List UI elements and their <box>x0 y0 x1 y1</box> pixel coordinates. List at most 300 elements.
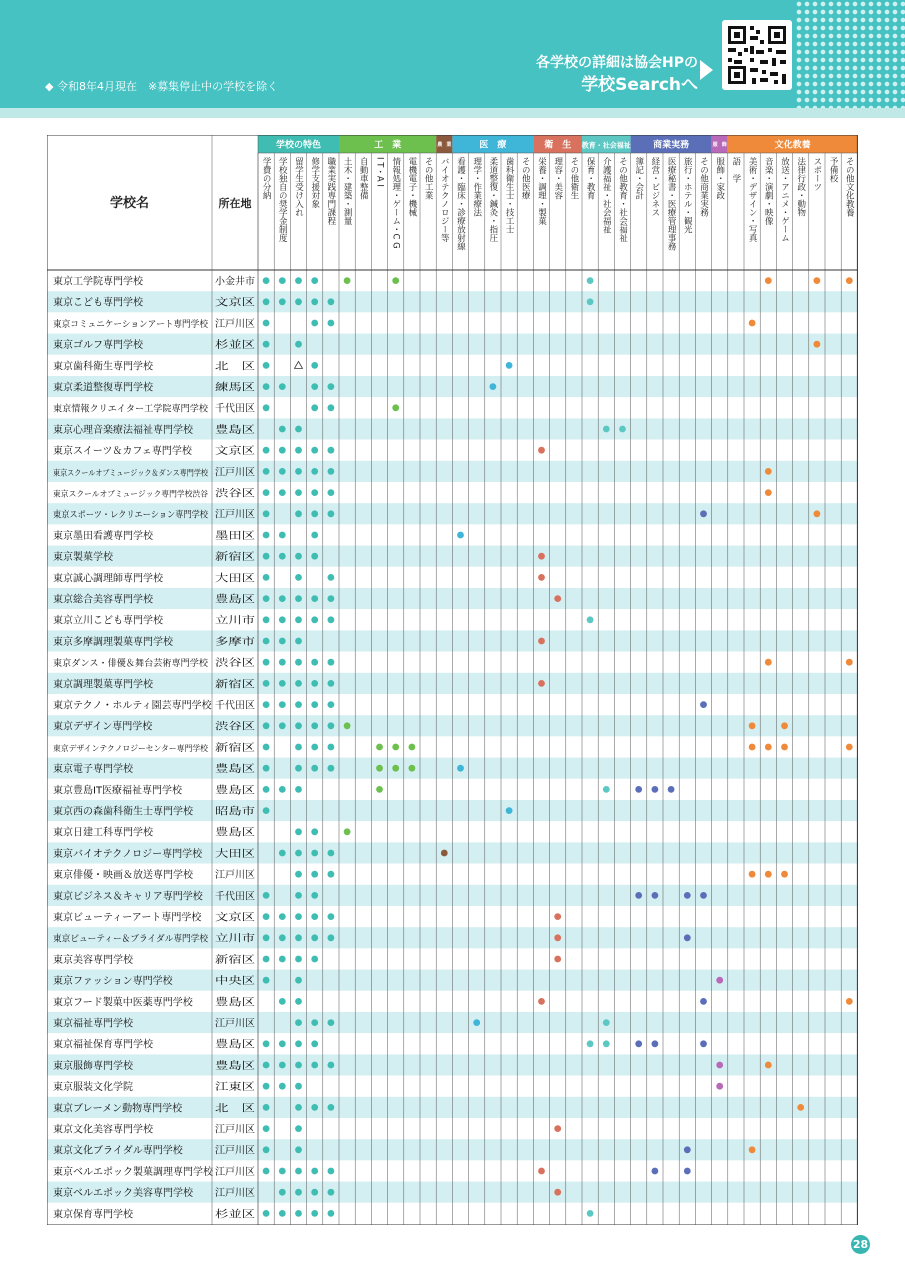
school-location: 多摩市 <box>215 636 245 648</box>
mark-dot <box>263 934 270 941</box>
school-location: 渋谷区 <box>215 488 245 500</box>
group-label: 工 業 <box>374 140 402 151</box>
mark-dot <box>295 1083 302 1090</box>
mark-dot <box>781 871 788 878</box>
school-location: 立川市 <box>215 933 245 945</box>
mark-dot <box>797 1104 804 1111</box>
mark-dot <box>295 1125 302 1132</box>
header-banner <box>0 0 905 108</box>
school-name: 東京電子専門学校 <box>53 764 133 776</box>
mark-dot <box>263 468 270 475</box>
mark-dot <box>328 510 335 517</box>
mark-dot <box>700 510 707 517</box>
mark-dot <box>328 722 335 729</box>
mark-dot <box>279 298 286 305</box>
school-name: 東京デザインテクノロジーセンター専門学校 <box>53 743 212 753</box>
mark-dot <box>311 383 318 390</box>
mark-dot <box>603 1019 610 1026</box>
mark-dot <box>392 404 399 411</box>
mark-dot <box>279 553 286 560</box>
school-location: 千代田区 <box>215 891 255 903</box>
school-name: 東京テクノ・ホルティ園芸専門学校 <box>53 700 212 712</box>
mark-dot <box>263 277 270 284</box>
mark-dot <box>328 765 335 772</box>
mark-dot <box>846 744 853 751</box>
column-header: 介護福祉・社会福祉 <box>601 157 612 234</box>
mark-dot <box>311 871 318 878</box>
mark-dot <box>846 659 853 666</box>
column-header: 歯科衛生士・技工士 <box>504 157 515 234</box>
mark-dot <box>587 277 594 284</box>
group-label: 農業 <box>437 142 452 148</box>
mark-dot <box>765 871 772 878</box>
mark-dot <box>279 383 286 390</box>
column-header: その他工業 <box>423 157 434 200</box>
mark-dot <box>603 786 610 793</box>
school-location: 杉並区 <box>215 340 245 352</box>
school-location: 大田区 <box>215 848 245 860</box>
mark-dot <box>295 1019 302 1026</box>
mark-dot <box>295 828 302 835</box>
mark-dot <box>295 1062 302 1069</box>
mark-dot <box>392 765 399 772</box>
mark-dot <box>846 998 853 1005</box>
mark-dot <box>263 298 270 305</box>
mark-dot <box>328 850 335 857</box>
school-location: 江戸川区 <box>215 318 255 330</box>
school-location: 新宿区 <box>215 742 245 754</box>
mark-dot <box>652 786 659 793</box>
mark-dot <box>814 277 821 284</box>
school-name: 東京ブレーメン動物専門学校 <box>53 1103 183 1115</box>
school-location: 北 区 <box>215 361 245 373</box>
mark-dot <box>263 383 270 390</box>
column-header: 留学生受け入れ <box>293 157 304 217</box>
mark-dot <box>279 1168 286 1175</box>
mark-dot <box>311 447 318 454</box>
mark-dot <box>635 1040 642 1047</box>
school-name: 東京心理音楽療法福祉専門学校 <box>53 424 193 436</box>
school-name: 東京墨田看護専門学校 <box>53 530 153 542</box>
mark-dot <box>441 850 448 857</box>
mark-dot <box>295 701 302 708</box>
column-header: 予備校 <box>828 157 839 183</box>
mark-dot <box>311 744 318 751</box>
mark-dot <box>279 850 286 857</box>
school-location: 江戸川区 <box>215 1018 255 1030</box>
school-name: 東京ビジネス＆キャリア専門学校 <box>53 891 203 903</box>
mark-dot <box>716 1083 723 1090</box>
mark-dot <box>328 934 335 941</box>
mark-dot <box>328 489 335 496</box>
school-name: 東京ダンス・俳優＆舞台芸術専門学校 <box>53 659 206 670</box>
mark-dot <box>279 595 286 602</box>
mark-dot <box>295 659 302 666</box>
mark-dot <box>263 320 270 327</box>
mark-dot <box>311 595 318 602</box>
mark-dot <box>311 320 318 327</box>
mark-dot <box>279 277 286 284</box>
mark-dot <box>263 362 270 369</box>
school-location: 江戸川区 <box>215 1188 255 1200</box>
mark-dot <box>279 1040 286 1047</box>
school-location: 豊島区 <box>215 594 245 606</box>
school-location: 江戸川区 <box>215 1166 255 1178</box>
mark-dot <box>295 934 302 941</box>
arrow-right-icon <box>700 60 713 80</box>
mark-dot <box>295 892 302 899</box>
column-header: 栄養・調理・製菓 <box>536 157 547 225</box>
mark-dot <box>311 616 318 623</box>
mark-dot <box>295 616 302 623</box>
school-name: 東京文化美容専門学校 <box>53 1124 153 1136</box>
mark-dot <box>295 510 302 517</box>
mark-dot <box>328 1062 335 1069</box>
mark-dot <box>749 1146 756 1153</box>
school-name: 東京フード製菓中医薬専門学校 <box>53 997 193 1009</box>
mark-dot <box>311 1019 318 1026</box>
school-location: 豊島区 <box>215 424 245 436</box>
mark-dot <box>311 362 318 369</box>
mark-dot <box>635 892 642 899</box>
mark-dot <box>263 1146 270 1153</box>
mark-dot <box>295 298 302 305</box>
school-name: 東京ビューティーアート専門学校 <box>53 912 202 924</box>
mark-dot <box>263 786 270 793</box>
school-name: 東京美容専門学校 <box>53 954 133 966</box>
mark-dot <box>295 998 302 1005</box>
mark-dot <box>279 934 286 941</box>
mark-dot <box>263 638 270 645</box>
column-header: 保育・教育 <box>585 157 596 200</box>
school-name: 東京ゴルフ専門学校 <box>53 340 143 352</box>
mark-dot <box>376 744 383 751</box>
school-location: 立川市 <box>215 615 245 627</box>
mark-dot <box>684 934 691 941</box>
mark-dot <box>295 786 302 793</box>
mark-dot <box>263 510 270 517</box>
school-name: 東京服装文化学院 <box>53 1082 133 1094</box>
mark-dot <box>328 744 335 751</box>
school-name: 東京ビューティー＆ブライダル専門学校 <box>53 934 215 945</box>
group-label: 衛 生 <box>544 140 572 151</box>
school-location: 江戸川区 <box>215 1124 255 1136</box>
group-label: 文化教養 <box>774 140 811 151</box>
mark-dot <box>295 277 302 284</box>
mark-dot <box>279 447 286 454</box>
mark-dot <box>295 680 302 687</box>
mark-dot <box>473 1019 480 1026</box>
school-name: 東京福祉保育専門学校 <box>53 1039 153 1051</box>
mark-dot <box>295 722 302 729</box>
column-header: 経営・ビジネス <box>649 157 660 217</box>
mark-dot <box>263 977 270 984</box>
school-location: 千代田区 <box>215 700 255 712</box>
school-location: 江戸川区 <box>215 509 255 521</box>
mark-dot <box>263 1125 270 1132</box>
school-name: 東京情報クリエイター工学院専門学校 <box>53 404 206 415</box>
mark-dot <box>328 659 335 666</box>
mark-dot <box>684 892 691 899</box>
mark-dot <box>311 850 318 857</box>
mark-dot <box>376 786 383 793</box>
mark-dot <box>311 1062 318 1069</box>
mark-dot <box>311 659 318 666</box>
mark-dot <box>263 595 270 602</box>
mark-dot <box>263 913 270 920</box>
mark-dot <box>295 1189 302 1196</box>
qr-code-icon[interactable] <box>722 20 792 90</box>
mark-dot <box>279 532 286 539</box>
mark-dot <box>328 616 335 623</box>
school-location: 江戸川区 <box>215 467 255 479</box>
school-name: 東京コミュニケーションアート専門学校 <box>53 319 215 330</box>
mark-dot <box>684 1168 691 1175</box>
mark-dot <box>587 1210 594 1217</box>
column-header: 語 学 <box>730 157 741 183</box>
mark-dot <box>603 426 610 433</box>
mark-dot <box>295 850 302 857</box>
mark-dot <box>263 489 270 496</box>
mark-dot <box>554 1189 561 1196</box>
mark-dot <box>376 765 383 772</box>
school-name: 東京スクールオブミュージック＆ダンス専門学校 <box>53 468 229 478</box>
school-location: 江戸川区 <box>215 870 255 882</box>
mark-dot <box>263 1210 270 1217</box>
column-header: 旅行・ホテル・観光 <box>682 157 693 234</box>
mark-dot <box>263 341 270 348</box>
school-name: 東京総合美容専門学校 <box>53 594 153 606</box>
mark-dot <box>700 1040 707 1047</box>
mark-dot <box>554 595 561 602</box>
mark-dot <box>279 701 286 708</box>
mark-dot <box>328 1168 335 1175</box>
column-header: I T・A I <box>374 157 385 187</box>
column-header: 情報処理・ゲーム・C G <box>390 157 401 249</box>
mark-dot <box>311 510 318 517</box>
school-location: 文京区 <box>215 297 245 309</box>
mark-dot <box>328 1104 335 1111</box>
mark-dot <box>700 892 707 899</box>
mark-dot <box>328 298 335 305</box>
school-name: 東京バイオテクノロジー専門学校 <box>53 848 203 860</box>
school-location: 豊島区 <box>215 785 245 797</box>
mark-dot <box>328 447 335 454</box>
school-location: 中央区 <box>215 976 245 988</box>
mark-dot <box>554 913 561 920</box>
school-location: 渋谷区 <box>215 721 245 733</box>
mark-dot <box>295 341 302 348</box>
column-header: 学校独自の奨学金制度 <box>277 157 288 242</box>
mark-dot <box>814 341 821 348</box>
school-name: 東京西の森歯科衛生士専門学校 <box>53 806 193 818</box>
mark-dot <box>295 638 302 645</box>
column-header: 修学支援対象 <box>309 157 320 208</box>
header-stripe <box>0 108 905 118</box>
mark-dot <box>295 1146 302 1153</box>
page-number: 28 <box>851 1235 870 1254</box>
mark-dot <box>279 1210 286 1217</box>
dot-pattern <box>795 0 905 108</box>
school-name: 東京日建工科専門学校 <box>53 827 153 839</box>
school-table <box>47 135 859 1225</box>
mark-dot <box>295 574 302 581</box>
mark-dot <box>311 765 318 772</box>
mark-dot <box>392 277 399 284</box>
mark-dot <box>538 998 545 1005</box>
mark-dot <box>328 1019 335 1026</box>
school-name: 東京柔道整復専門学校 <box>53 382 153 394</box>
mark-dot <box>684 1146 691 1153</box>
mark-dot <box>311 722 318 729</box>
school-name: 東京保育専門学校 <box>53 1209 133 1221</box>
group-label: 教育・社会福祉 <box>581 141 631 150</box>
mark-dot <box>652 1040 659 1047</box>
mark-dot <box>263 1083 270 1090</box>
column-header: 自動車整備 <box>358 157 369 200</box>
mark-dot <box>749 744 756 751</box>
mark-dot <box>295 977 302 984</box>
mark-dot <box>311 1189 318 1196</box>
mark-dot <box>311 404 318 411</box>
school-name: 東京スイーツ＆カフェ専門学校 <box>53 446 192 458</box>
mark-dot <box>538 680 545 687</box>
school-location: 杉並区 <box>215 1209 245 1221</box>
mark-dot <box>652 892 659 899</box>
mark-dot <box>328 913 335 920</box>
mark-dot <box>295 765 302 772</box>
mark-dot <box>295 426 302 433</box>
banner-line-1: 各学校の詳細は協会HPの <box>536 55 698 71</box>
school-location: 渋谷区 <box>215 658 245 670</box>
mark-dot <box>457 532 464 539</box>
column-header: 職業実践専門課程 <box>325 157 336 225</box>
date-note: ◆ 令和8年4月現在 ※募集停止中の学校を除く <box>45 80 279 93</box>
school-name: 東京工学院専門学校 <box>53 276 143 288</box>
mark-dot <box>506 362 513 369</box>
mark-dot <box>279 786 286 793</box>
school-location: 大田区 <box>215 573 245 585</box>
school-location: 文京区 <box>215 446 245 458</box>
mark-dot <box>765 744 772 751</box>
school-name: 東京デザイン専門学校 <box>53 721 153 733</box>
school-name: 東京豊島IT医療福祉専門学校 <box>53 785 183 797</box>
mark-dot <box>295 553 302 560</box>
mark-dot <box>263 1168 270 1175</box>
column-header: その他文化教養 <box>844 157 855 217</box>
mark-dot <box>328 680 335 687</box>
school-location: 文京区 <box>215 912 245 924</box>
mark-dot <box>279 616 286 623</box>
mark-dot <box>279 426 286 433</box>
mark-dot <box>311 298 318 305</box>
mark-dot <box>263 680 270 687</box>
mark-dot <box>765 489 772 496</box>
column-header: 理容・美容 <box>552 157 563 200</box>
mark-dot <box>328 574 335 581</box>
mark-dot <box>700 701 707 708</box>
mark-dot <box>311 468 318 475</box>
column-header: その他衛生 <box>568 157 579 200</box>
mark-dot <box>749 871 756 878</box>
school-location: 江東区 <box>215 1082 245 1094</box>
school-location: 江戸川区 <box>215 1145 255 1157</box>
mark-dot <box>295 468 302 475</box>
mark-dot <box>311 913 318 920</box>
school-name: 東京歯科衛生専門学校 <box>53 361 153 373</box>
mark-dot <box>263 616 270 623</box>
column-header: 医療秘書・医療管理事務 <box>666 157 677 251</box>
mark-dot <box>814 510 821 517</box>
column-header: その他商業実務 <box>698 157 709 217</box>
school-location: 北 区 <box>215 1103 245 1115</box>
column-header: バイオテクノロジー等 <box>439 157 450 242</box>
mark-dot <box>652 1168 659 1175</box>
mark-dot <box>279 1083 286 1090</box>
mark-dot <box>587 298 594 305</box>
mark-dot <box>263 744 270 751</box>
mark-dot <box>587 1040 594 1047</box>
school-location: 墨田区 <box>215 530 245 542</box>
mark-dot <box>635 786 642 793</box>
mark-dot <box>328 320 335 327</box>
mark-dot <box>311 1104 318 1111</box>
mark-dot <box>311 553 318 560</box>
group-label: 服飾 <box>712 142 727 148</box>
mark-dot <box>587 616 594 623</box>
school-location: 豊島区 <box>215 1039 245 1051</box>
mark-dot <box>311 489 318 496</box>
column-header: 土木・建築・測量 <box>342 157 353 225</box>
mark-dot <box>311 1168 318 1175</box>
school-name: 東京ベルエポック美容専門学校 <box>53 1188 193 1200</box>
column-header: スポーツ <box>811 157 822 191</box>
mark-dot <box>311 1210 318 1217</box>
mark-dot <box>311 828 318 835</box>
mark-dot <box>295 447 302 454</box>
mark-dot <box>263 574 270 581</box>
school-name: 東京誠心調理師専門学校 <box>53 573 163 585</box>
mark-dot <box>538 638 545 645</box>
mark-dot <box>263 956 270 963</box>
school-location: 豊島区 <box>215 764 245 776</box>
mark-dot <box>328 404 335 411</box>
mark-dot <box>311 892 318 899</box>
mark-dot <box>295 744 302 751</box>
mark-dot <box>328 871 335 878</box>
column-header: 放送・アニメ・ゲーム <box>779 157 790 242</box>
mark-dot <box>279 489 286 496</box>
mark-dot <box>311 277 318 284</box>
column-header: その他医療 <box>520 157 531 200</box>
school-name: 東京ファッション専門学校 <box>53 976 173 988</box>
group-label: 商業実務 <box>653 140 690 151</box>
mark-dot <box>716 977 723 984</box>
mark-dot <box>749 722 756 729</box>
school-name: 東京製菓学校 <box>53 552 113 564</box>
mark-dot <box>311 701 318 708</box>
group-label: 医 療 <box>479 140 507 151</box>
mark-dot <box>263 1062 270 1069</box>
school-location: 練馬区 <box>215 382 245 394</box>
mark-dot <box>506 807 513 814</box>
mark-dot <box>538 574 545 581</box>
mark-dot <box>311 532 318 539</box>
mark-dot <box>538 447 545 454</box>
school-location: 昭島市 <box>215 806 245 818</box>
mark-dot <box>538 1168 545 1175</box>
mark-dot <box>716 1062 723 1069</box>
